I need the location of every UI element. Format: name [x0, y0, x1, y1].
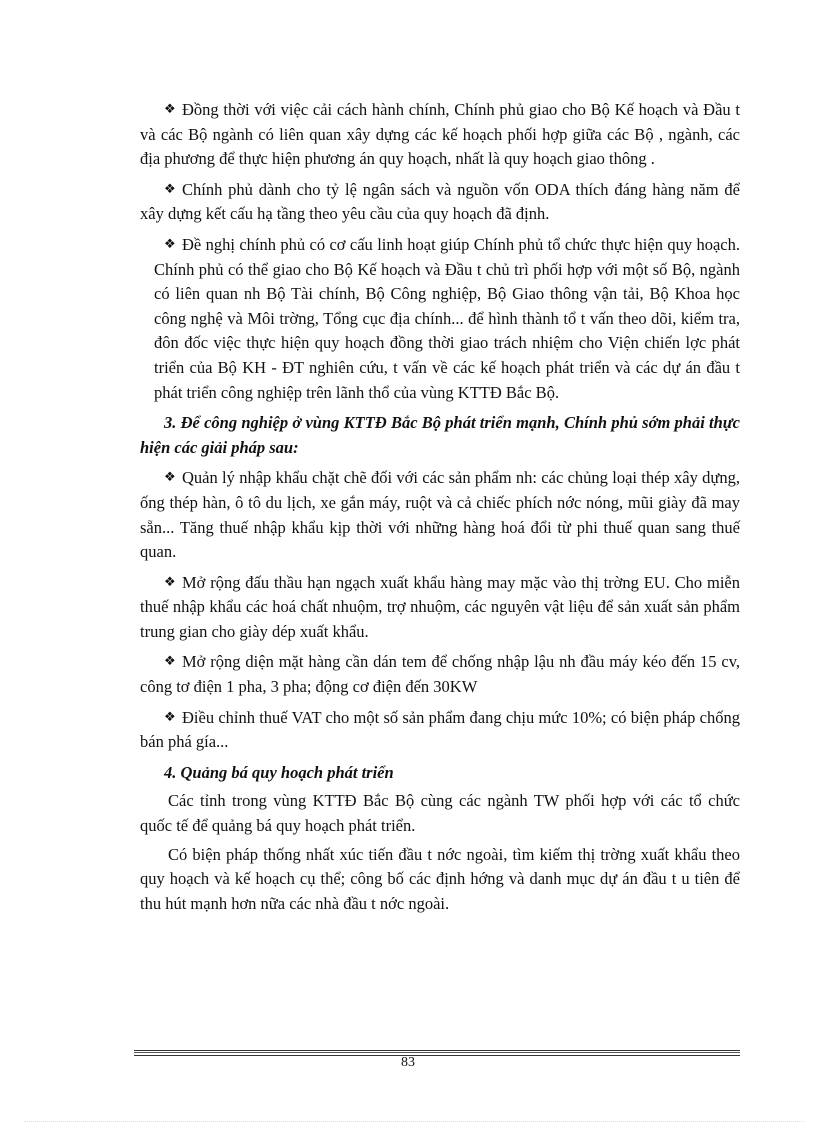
- paragraph-bullet-2: [140, 178, 740, 227]
- paragraph-1: Các tỉnh trong vùng KTTĐ Bắc Bộ cùng các ngành TW phối hợp với các tổ chức quốc tế để quảng bá quy hoạch phát triển.: [140, 791, 740, 836]
- paragraph-text: Đề nghị chính phủ có cơ cấu linh hoạt giúp Chính phủ tổ chức thực hiện quy hoạch. Chính phủ có thể giao cho Bộ Kế hoạch và Đầu t chủ trì phối hợp với một số Bộ, ngành có liên quan nh Bộ Tài chính, Bộ Công nghiệp, Bộ Giao thông vận tải, Bộ Khoa học công nghệ và Môi trờng, Tổng cục địa chính... để hình thành tổ t vấn theo dõi, kiểm tra, đôn đốc việc thực hiện quy hoạch đồng thời giao trách nhiệm cho Viện chiến lợc phát triển của Bộ KH - ĐT nghiên cứu, t vấn về các kế hoạch phát triển và các dự án đầu t phát triển công nghiệp trên lãnh thổ của vùng KTTĐ Bắc Bộ.: [154, 234, 740, 402]
- page-edge-divider: [24, 1121, 804, 1122]
- paragraph-2: Có biện pháp thống nhất xúc tiến đầu t nớc ngoài, tìm kiếm thị trờng xuất khẩu theo quy hoạch và kế hoạch cụ thể; công bố các định hớng và danh mục dự án đầu t u tiên để thu hút mạnh hơn nữa các nhà đầu t nớc ngoài.: [140, 844, 740, 913]
- four-diamond-bullet-icon: ❖: [164, 181, 176, 197]
- page-number: 83: [401, 1055, 415, 1070]
- section-heading-3: 3. Để công nghiệp ở vùng KTTĐ Bắc Bộ phát triển mạnh, Chính phủ sớm phải thực hiện các giải pháp sau:: [140, 413, 740, 457]
- four-diamond-bullet-icon: ❖: [164, 470, 176, 486]
- paragraph-bullet-1: [140, 98, 740, 172]
- paragraph-text: Đồng thời với việc cải cách hành chính, Chính phủ giao cho Bộ Kế hoạch và Đầu t và các Bộ ngành có liên quan xây dựng các kế hoạch phối hợp giữa các Bộ , ngành, các địa phương để thực hiện phương án quy hoạch, nhất là quy hoạch giao thông .: [140, 100, 740, 169]
- paragraph-text: Chính phủ dành cho tỷ lệ ngân sách và nguồn vốn ODA thích đáng hàng năm để xây dựng kết cấu hạ tầng theo yêu cầu của quy hoạch đã định.: [140, 179, 740, 224]
- paragraph-text: Quản lý nhập khẩu chặt chẽ đối với các sản phẩm nh: các chủng loại thép xây dựng, ống thép hàn, ô tô du lịch, xe gắn máy, ruột và cả chiếc phích nớc nóng, mũi giày đã may sẵn... Tăng thuế nhập khẩu kịp thời với những hàng hoá đổi từ phi thuế quan sang thuế quan.: [140, 468, 740, 562]
- four-diamond-bullet-icon: ❖: [164, 236, 176, 252]
- paragraph-bullet-3: [140, 233, 740, 405]
- section-heading-4: 4. Quảng bá quy hoạch phát triển: [164, 762, 394, 782]
- paragraph-bullet-6: [140, 650, 740, 699]
- paragraph-bullet-4: [140, 466, 740, 564]
- four-diamond-bullet-icon: ❖: [164, 654, 176, 670]
- paragraph-text: Điều chỉnh thuế VAT cho một số sản phẩm đang chịu mức 10%; có biện pháp chống bán phá gía...: [140, 707, 740, 752]
- paragraph-bullet-5: [140, 571, 740, 645]
- paragraph-text: Mở rộng diện mặt hàng cần dán tem để chống nhập lậu nh đầu máy kéo đến 15 cv, công tơ điện 1 pha, 3 pha; động cơ điện đến 30KW: [140, 652, 740, 697]
- four-diamond-bullet-icon: ❖: [164, 709, 176, 725]
- paragraph-bullet-7: [140, 706, 740, 755]
- four-diamond-bullet-icon: ❖: [164, 102, 176, 117]
- four-diamond-bullet-icon: ❖: [164, 574, 176, 590]
- paragraph-text: Mở rộng đấu thầu hạn ngạch xuất khẩu hàng may mặc vào thị trờng EU. Cho miễn thuế nhập khẩu các hoá chất nhuộm, trợ nhuộm, các nguyên vật liệu để sản xuất sản phẩm trung gian cho giày dép xuất khẩu.: [140, 572, 740, 641]
- page-body: [140, 98, 740, 920]
